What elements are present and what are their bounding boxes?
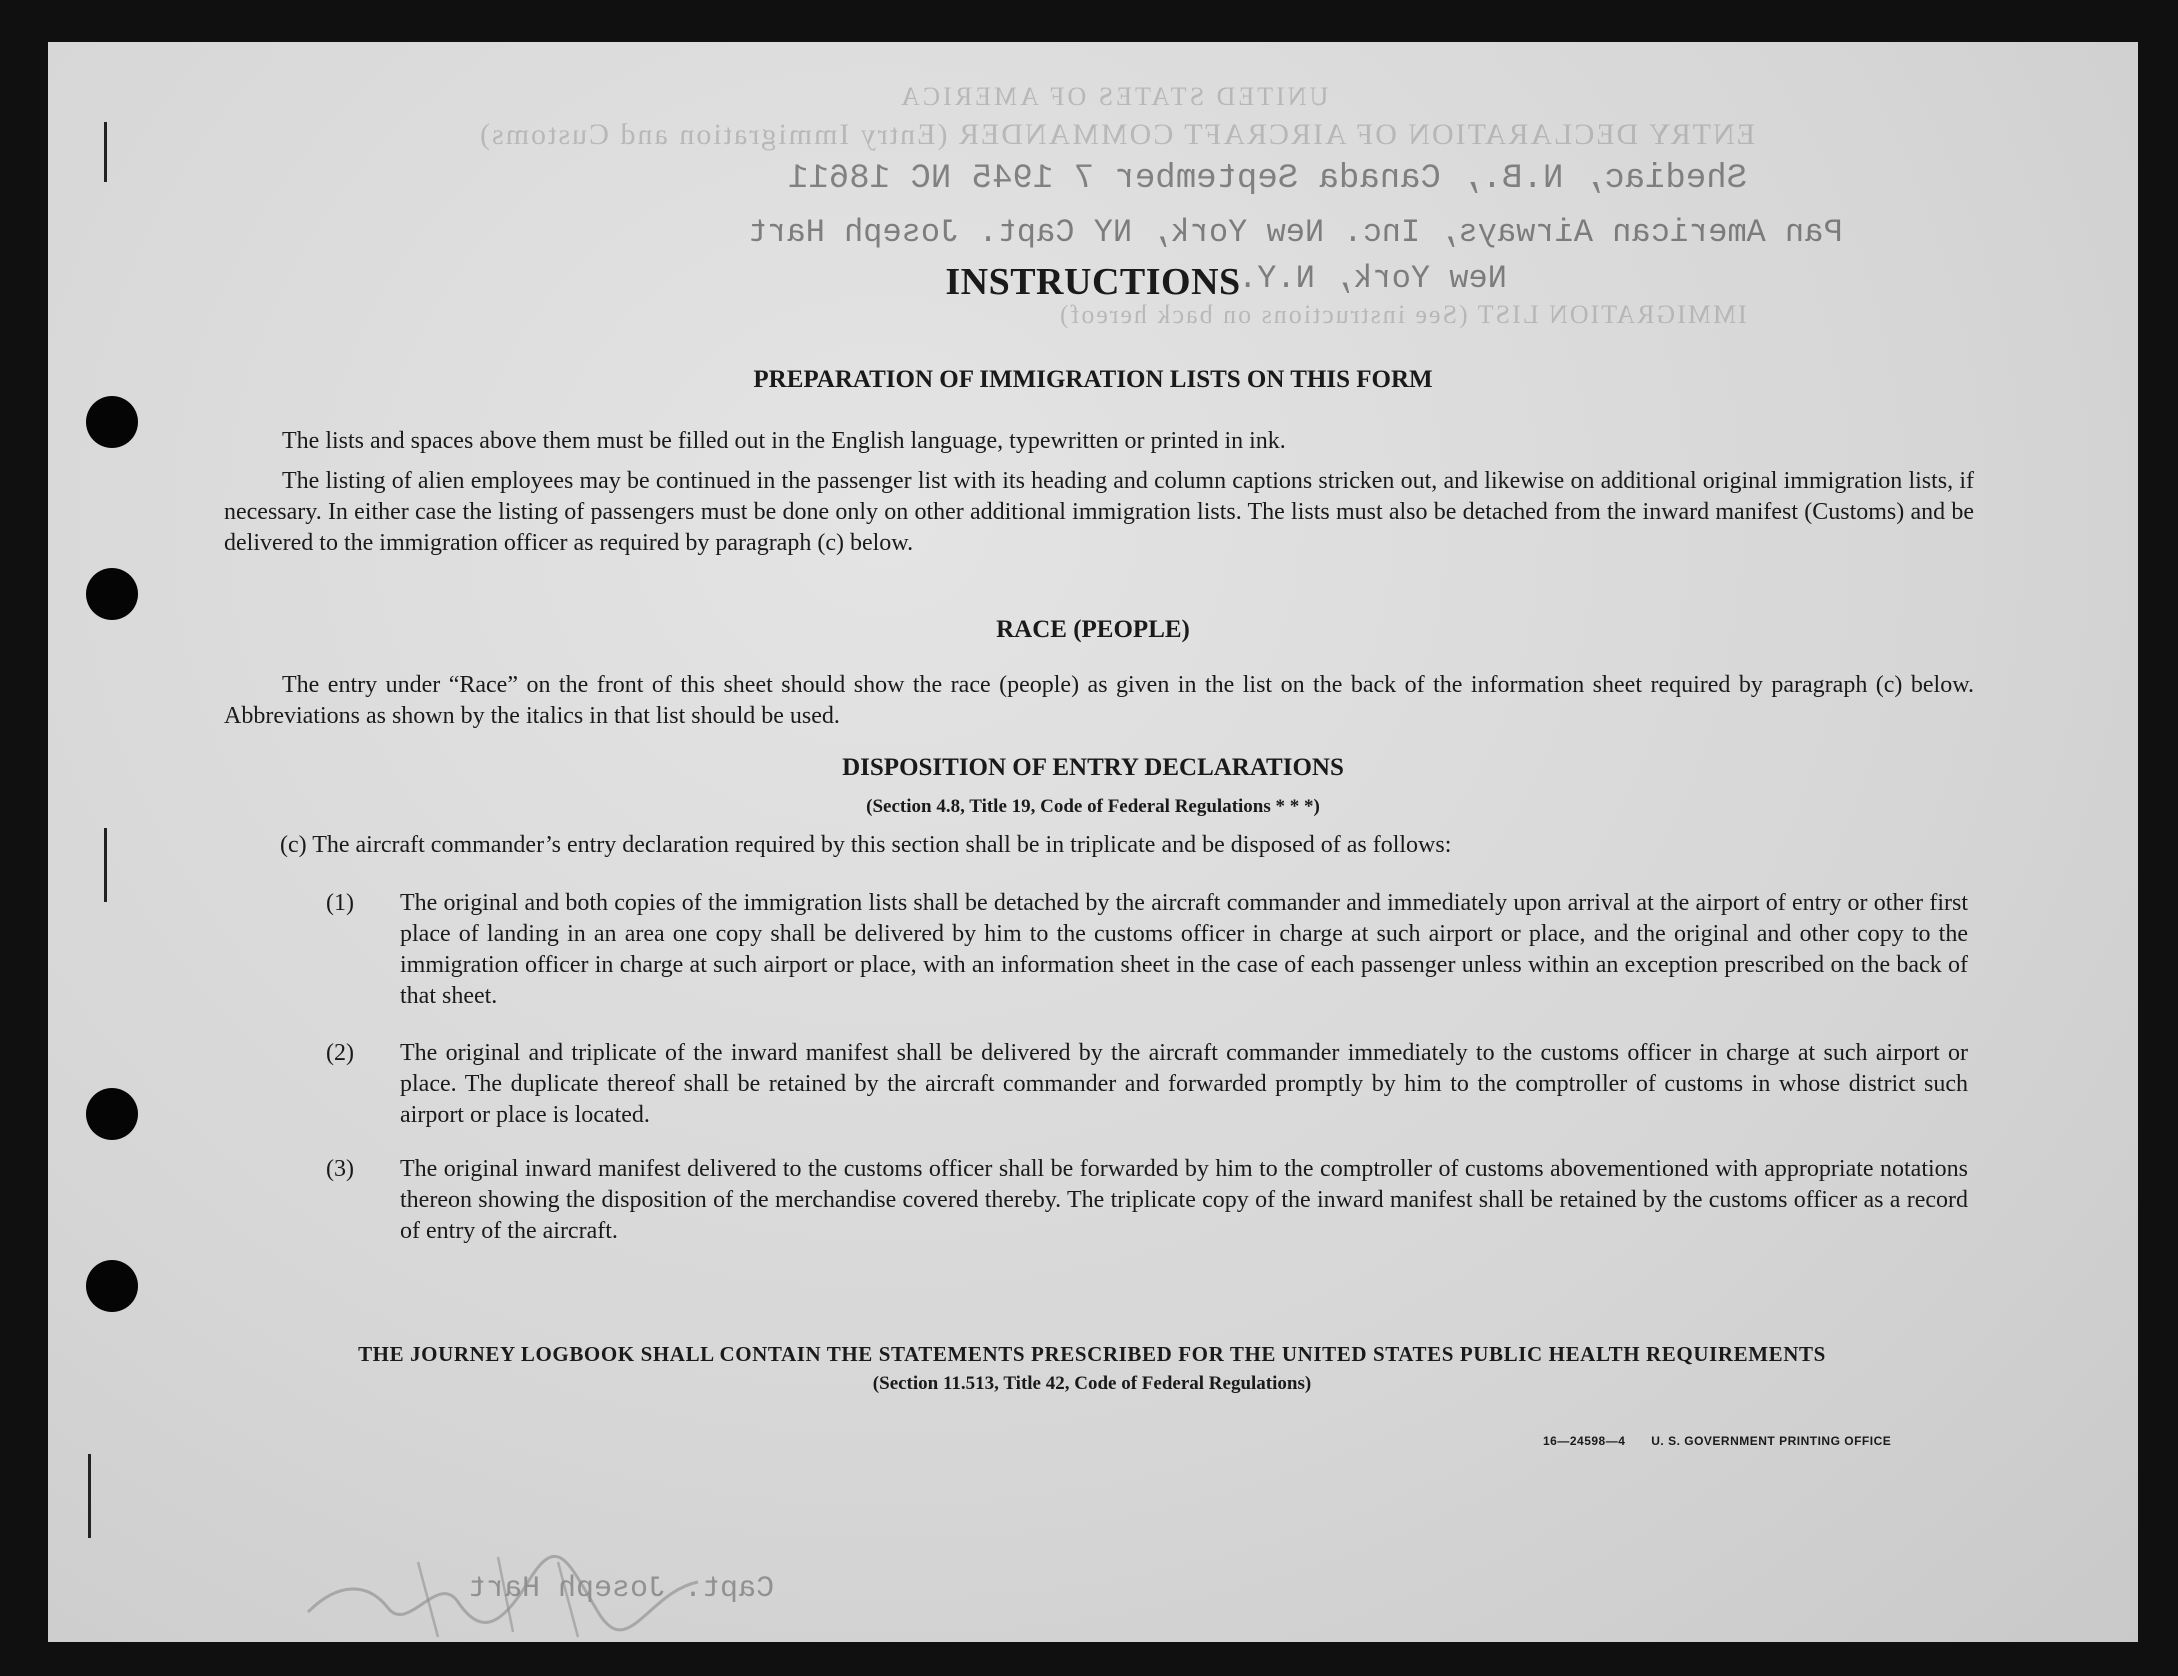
list-item-2 bbox=[326, 1038, 1968, 1131]
list-item-text: The original and triplicate of the inward manifest shall be delivered by the aircraft commander immediately to the customs officer in charge at such airport or place. The duplicate thereof shall be retained by the aircraft commander and forwarded promptly by him to the comptroller of customs in whose district such airport or place is located. bbox=[400, 1040, 1968, 1128]
paragraph-preparation-2: The listing of alien employees may be continued in the passenger list with its heading and column captions stricken out, and likewise on additional original immigration lists, if necessary. In either case the listing of passengers must be done only on other additional immigration lists. The lists must also be detached from the inward manifest (Customs) and be delivered to the immigration officer as required by paragraph (c) below. bbox=[224, 468, 1974, 556]
list-item-1 bbox=[326, 888, 1968, 1012]
form-code: 16—24598—4 bbox=[1543, 1434, 1626, 1448]
section-heading-disposition: DISPOSITION OF ENTRY DECLARATIONS bbox=[842, 754, 1344, 781]
reverse-line-1: UNITED STATES OF AMERICA bbox=[898, 82, 1329, 111]
reverse-line-3: Shediac, N.B., Canada September 7 1945 NC 18611 bbox=[788, 160, 1747, 198]
signature-scribble bbox=[298, 1542, 718, 1642]
reverse-line-6: IMMIGRATION LIST (See instructions on back hereof) bbox=[1058, 300, 1747, 329]
list-item-number: (1) bbox=[326, 890, 354, 916]
section-heading-race: RACE (PEOPLE) bbox=[996, 616, 1190, 643]
reverse-line-5: New York, N.Y. bbox=[1238, 260, 1507, 297]
section-subheading-disposition: (Section 4.8, Title 19, Code of Federal Regulations * * *) bbox=[866, 796, 1320, 817]
printer-imprint bbox=[1543, 1434, 1913, 1448]
reverse-line-2: ENTRY DECLARATION OF AIRCRAFT COMMANDER (Entry Immigration and Customs) bbox=[478, 118, 1756, 151]
paragraph-disposition-intro: (c) The aircraft commander’s entry declaration required by this section shall be in triplicate and be disposed of as follows: bbox=[280, 832, 1452, 858]
list-item-3 bbox=[326, 1154, 1968, 1247]
list-item-text: The original inward manifest delivered to the customs officer shall be forwarded by him to the comptroller of customs abovementioned with appropriate notations thereon showing the disposition of the merchandise covered thereby. The triplicate copy of the inward manifest shall be retained by the customs officer as a record of entry of the aircraft. bbox=[400, 1156, 1968, 1244]
paragraph-race: The entry under “Race” on the front of this sheet should show the race (people) as given in the list on the back of the information sheet required by paragraph (c) below. Abbreviations as shown by the italics in that list should be used. bbox=[224, 672, 1974, 729]
printer-name: U. S. GOVERNMENT PRINTING OFFICE bbox=[1651, 1434, 1892, 1448]
page-title: INSTRUCTIONS bbox=[945, 261, 1241, 303]
paragraph-preparation-1: The lists and spaces above them must be filled out in the English language, typewritten or printed in ink. bbox=[282, 428, 1286, 454]
document-sheet bbox=[48, 42, 2138, 1642]
list-item-text: The original and both copies of the immigration lists shall be detached by the aircraft commander and immediately upon arrival at the airport of entry or other first place of landing in an area one copy shall be delivered by him to the customs officer in charge at such airport or place, and the original and other copy to the immigration officer in charge at such airport or place, with an information sheet in the case of each passenger unless within an exception prescribed on the back of that sheet. bbox=[400, 890, 1968, 1009]
reverse-line-4: Pan American Airways, Inc. New York, NY Capt. Joseph Hart bbox=[748, 214, 1843, 251]
list-item-number: (3) bbox=[326, 1156, 354, 1182]
journey-line-2: (Section 11.513, Title 42, Code of Federal Regulations) bbox=[872, 1373, 1312, 1394]
reverse-signature: Capt. Joseph Hart bbox=[468, 1572, 775, 1606]
journey-logbook-notice bbox=[214, 1342, 1970, 1395]
list-item-number: (2) bbox=[326, 1040, 354, 1066]
section-heading-preparation: PREPARATION OF IMMIGRATION LISTS ON THIS FORM bbox=[753, 366, 1433, 393]
journey-line-1: THE JOURNEY LOGBOOK SHALL CONTAIN THE STATEMENTS PRESCRIBED FOR THE UNITED STATES PUBLIC HEALTH REQUIREMENTS bbox=[358, 1342, 1826, 1366]
instructions-page bbox=[48, 42, 2138, 1642]
